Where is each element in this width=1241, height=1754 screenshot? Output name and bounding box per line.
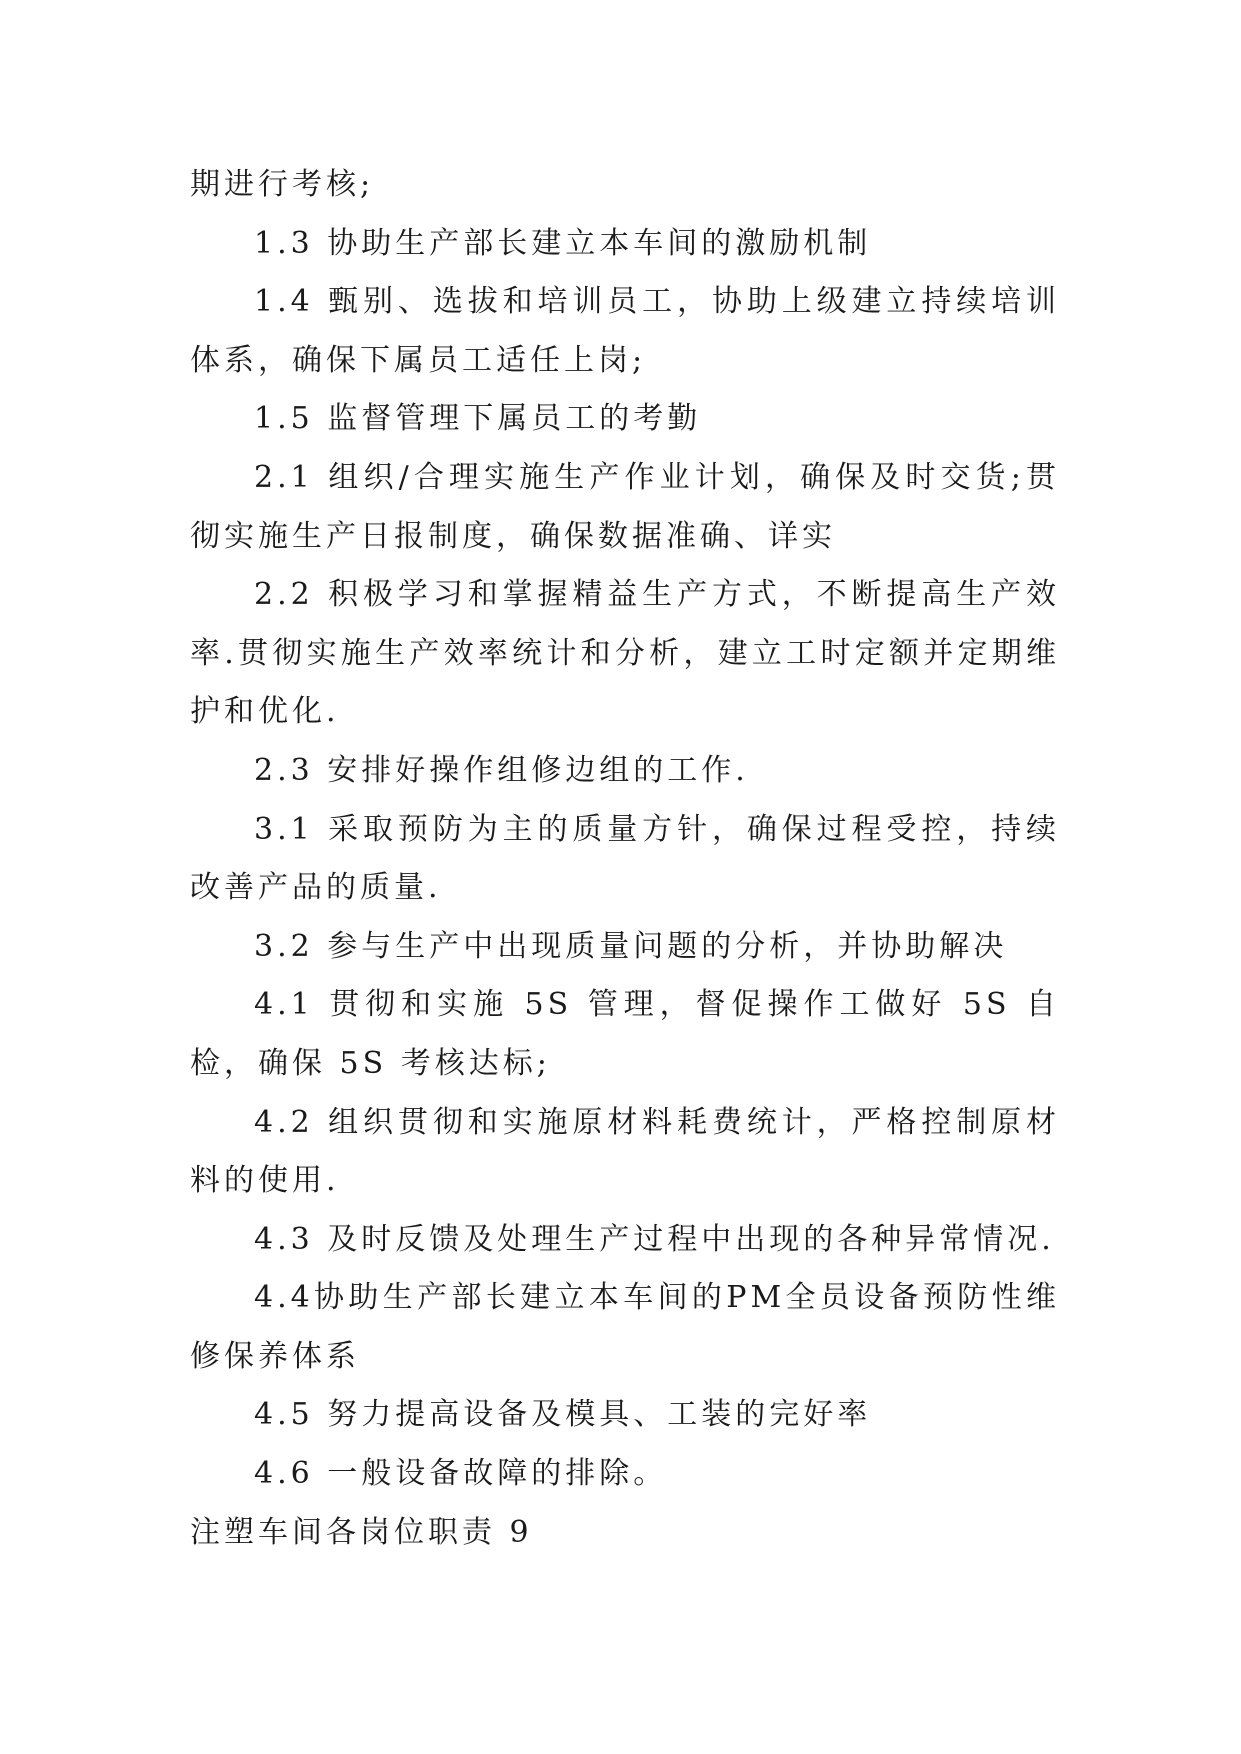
paragraph-1-4: 1.4 甄别、选拔和培训员工，协助上级建立持续培训体系，确保下属员工适任上岗; [190, 284, 1060, 378]
paragraph-4-2: 4.2 组织贯彻和实施原材料耗费统计，严格控制原材料的使用. [190, 1104, 1060, 1199]
paragraph-3-1: 3.1 采取预防为主的质量方针，确保过程受控，持续改善产品的质量. [190, 811, 1060, 906]
paragraph-2-3: 2.3 安排好操作组修边组的工作. [254, 752, 749, 788]
paragraph-4-1: 4.1 贯彻和实施 5S 管理，督促操作工做好 5S 自检，确保 5S 考核达标; [190, 987, 1060, 1081]
paragraph-1-3: 1.3 协助生产部长建立本车间的激励机制 [254, 225, 872, 261]
paragraph-continuation: 期进行考核; [190, 167, 375, 202]
paragraph-4-4: 4.4协助生产部长建立本车间的PM全员设备预防性维修保养体系 [190, 1280, 1060, 1374]
paragraph-2-2: 2.2 积极学习和掌握精益生产方式，不断提高生产效率.贯彻实施生产效率统计和分析，建立工时定额并定期维护和优化. [190, 577, 1060, 730]
paragraph-1-5: 1.5 监督管理下属员工的考勤 [254, 401, 702, 437]
document-body [190, 156, 1060, 1562]
paragraph-4-3: 4.3 及时反馈及处理生产过程中出现的各种异常情况. [254, 1221, 1055, 1257]
paragraph-4-6: 4.6 一般设备故障的排除。 [254, 1456, 668, 1492]
paragraph-3-2: 3.2 参与生产中出现质量问题的分析，并协助解决 [254, 928, 1008, 964]
paragraph-2-1: 2.1 组织/合理实施生产作业计划，确保及时交货;贯彻实施生产日报制度，确保数据准确、详实 [190, 459, 1060, 554]
paragraph-4-5: 4.5 努力提高设备及模具、工装的完好率 [254, 1397, 872, 1433]
section-heading: 注塑车间各岗位职责 9 [190, 1514, 533, 1550]
